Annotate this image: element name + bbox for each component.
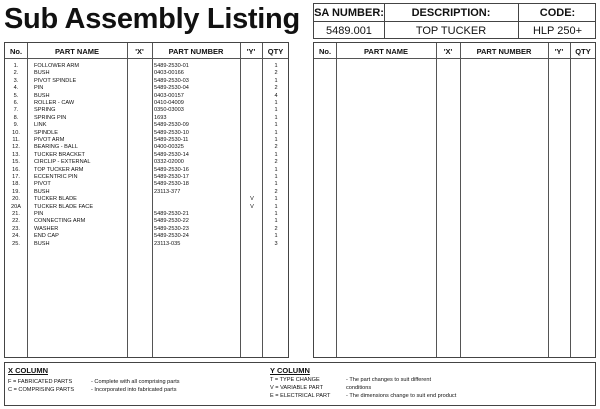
row-qty: 2 — [274, 225, 278, 232]
row-part-number: 0403-00166 — [154, 70, 184, 77]
parts-table-right — [313, 42, 596, 358]
table-row — [5, 196, 288, 203]
col-qty: QTY — [267, 47, 284, 56]
row-no: 20A — [11, 203, 21, 210]
row-qty: 1 — [274, 100, 278, 106]
table-row — [5, 189, 288, 196]
table-row — [5, 167, 288, 174]
row-qty: 1 — [274, 218, 278, 225]
table-row — [5, 70, 288, 77]
y-legend-desc: - The part changes to suit different — [346, 377, 431, 383]
row-no: 16. — [12, 166, 20, 173]
row-part-name: PIN — [34, 211, 44, 217]
row-part-number: 5489-2530-23 — [154, 225, 189, 232]
row-no: 15. — [12, 159, 20, 166]
table-row — [5, 226, 288, 233]
row-part-number: 0350-03003 — [154, 107, 184, 114]
row-no: 9. — [13, 122, 19, 129]
y-legend-desc: conditions — [346, 385, 372, 391]
row-qty: 1 — [274, 196, 278, 203]
row-part-name: CONNECTING ARM — [34, 218, 86, 225]
row-part-name: BEARING - BALL — [34, 144, 78, 151]
table-row — [5, 107, 288, 114]
table-row — [5, 78, 288, 85]
row-part-number: 0410-04009 — [154, 100, 184, 106]
x-legend-desc: - Complete with all comprising parts — [91, 379, 180, 385]
code-label: CODE: — [539, 7, 576, 19]
table-row — [5, 218, 288, 225]
x-legend-code: F = FABRICATED PARTS — [8, 379, 73, 385]
row-qty: 3 — [274, 240, 278, 247]
table-row — [5, 159, 288, 166]
row-part-name: BUSH — [34, 240, 50, 247]
col-no: No. — [9, 47, 23, 56]
table-row — [5, 93, 288, 100]
row-part-name: BUSH — [34, 188, 50, 195]
sa-number-value: 5489.001 — [326, 25, 372, 37]
row-part-number: 5489-2530-11 — [154, 137, 189, 143]
x-column-title: X COLUMN — [8, 366, 48, 375]
row-part-number: 1693 — [154, 114, 167, 121]
row-qty: 2 — [274, 144, 278, 151]
sa-number-label: SA NUMBER: — [314, 7, 384, 19]
row-qty: 1 — [274, 107, 278, 114]
row-qty: 1 — [274, 174, 278, 180]
row-qty: 2 — [274, 85, 278, 92]
row-no: 6. — [13, 100, 19, 106]
col-y: 'Y' — [246, 47, 256, 56]
x-legend-code: C = COMPRISING PARTS — [8, 387, 75, 393]
table-row — [5, 204, 288, 211]
row-no: 24. — [12, 233, 20, 240]
row-part-name: SPRING PIN — [34, 114, 67, 121]
row-part-name: PIN — [34, 85, 44, 92]
table-row — [5, 241, 288, 248]
row-part-name: PIVOT SPINDLE — [34, 77, 77, 84]
row-part-number: 0403-00157 — [154, 92, 184, 99]
table-row — [5, 85, 288, 92]
y-legend-desc: - The dimensions change to suit end product — [346, 393, 457, 399]
row-part-name: BUSH — [34, 92, 50, 99]
row-no: 2. — [13, 70, 19, 77]
parts-table-left — [4, 42, 289, 358]
row-part-number: 5489-2530-22 — [154, 218, 189, 225]
row-no: 19. — [12, 188, 20, 195]
row-part-name: ECCENTRIC PIN — [34, 174, 78, 180]
row-part-number: 5489-2530-14 — [154, 151, 189, 158]
row-qty: 1 — [274, 166, 278, 173]
y-legend-code: T = TYPE CHANGE — [270, 377, 320, 383]
row-part-number: 5489-2530-04 — [154, 85, 189, 92]
row-no: 21. — [12, 211, 20, 217]
page-title: Sub Assembly Listing — [4, 3, 300, 35]
row-no: 3. — [13, 77, 19, 84]
row-qty: 1 — [274, 233, 278, 240]
col-part-name: PART NAME — [363, 47, 409, 56]
column-legend — [4, 362, 596, 406]
row-part-name: SPRING — [34, 107, 56, 114]
row-part-name: SPINDLE — [34, 129, 58, 136]
row-no: 17. — [12, 174, 20, 180]
row-part-number: 23113-377 — [154, 188, 181, 195]
row-qty: 1 — [274, 137, 278, 143]
row-part-number: 5489-2530-21 — [154, 211, 189, 217]
row-part-number: 0400-00325 — [154, 144, 184, 151]
table-row — [5, 63, 288, 70]
table-row — [5, 122, 288, 129]
row-qty: 4 — [274, 92, 278, 99]
row-qty: 2 — [274, 188, 278, 195]
row-qty: 1 — [274, 63, 278, 69]
row-no: 20. — [12, 196, 20, 203]
col-part-name: PART NAME — [54, 47, 100, 56]
row-no: 1. — [13, 63, 19, 69]
row-qty: 1 — [274, 122, 278, 129]
row-part-number: 5489-2530-03 — [154, 77, 189, 84]
table-row — [5, 152, 288, 159]
header-info-box — [313, 3, 596, 39]
row-no: 25. — [12, 240, 20, 247]
row-qty: 2 — [274, 159, 278, 166]
row-part-number: 23113-035 — [154, 240, 181, 247]
row-no: 8. — [13, 114, 19, 121]
row-part-name: TUCKER BLADE FACE — [34, 203, 94, 210]
col-x: 'X' — [443, 47, 453, 56]
table-row — [5, 115, 288, 122]
row-no: 5. — [13, 92, 19, 99]
row-part-number: 5489-2530-01 — [154, 63, 189, 69]
row-part-name: PIVOT — [34, 181, 51, 188]
table-row — [5, 174, 288, 181]
row-part-number: 5489-2530-10 — [154, 129, 189, 136]
row-no: 12. — [12, 144, 20, 151]
col-part-number: PART NUMBER — [168, 47, 224, 56]
y-column-title: Y COLUMN — [270, 366, 310, 375]
row-part-number: 5489-2530-24 — [154, 233, 189, 240]
x-legend-desc: - Incorporated into fabricated parts — [91, 387, 177, 393]
table-row — [5, 181, 288, 188]
row-y: V — [250, 196, 254, 203]
row-part-number: 5489-2530-18 — [154, 181, 189, 188]
row-qty: 1 — [274, 129, 278, 136]
row-part-name: CIRCLIP - EXTERNAL — [34, 159, 91, 166]
row-no: 4. — [13, 85, 19, 92]
table-row — [5, 130, 288, 137]
row-part-number: 0332-02000 — [154, 159, 184, 166]
row-qty: 1 — [274, 77, 278, 84]
row-qty: 1 — [274, 181, 278, 188]
code-value: HLP 250+ — [532, 25, 583, 37]
table-row — [5, 100, 288, 107]
col-qty: QTY — [575, 47, 591, 56]
row-part-number: 5489-2530-16 — [154, 166, 189, 173]
row-qty: 1 — [274, 203, 278, 210]
table-row — [5, 211, 288, 218]
col-x: 'X' — [135, 47, 144, 56]
description-label: DESCRIPTION: — [411, 7, 491, 19]
row-part-name: TUCKER BLADE — [34, 196, 77, 203]
row-no: 18. — [12, 181, 20, 188]
row-part-number: 5489-2530-17 — [154, 174, 189, 180]
row-qty: 1 — [274, 114, 278, 121]
row-qty: 2 — [274, 70, 278, 77]
table-row — [5, 144, 288, 151]
table-row — [5, 233, 288, 240]
row-part-name: WASHER — [34, 225, 59, 232]
row-no: 11. — [12, 137, 20, 143]
row-part-number: 5489-2530-09 — [154, 122, 189, 129]
row-no: 7. — [13, 107, 19, 114]
row-part-name: TOP TUCKER ARM — [34, 166, 84, 173]
row-part-name: END CAP — [34, 233, 59, 240]
row-part-name: BUSH — [34, 70, 50, 77]
col-y: 'Y' — [554, 47, 564, 56]
row-part-name: PIVOT ARM — [34, 137, 65, 143]
row-part-name: FOLLOWER ARM — [34, 63, 80, 69]
row-no: 22. — [12, 218, 20, 225]
row-no: 13. — [12, 151, 20, 158]
y-legend-code: E = ELECTRICAL PART — [270, 393, 331, 399]
row-part-name: TUCKER BRACKET — [34, 151, 85, 158]
row-no: 10. — [12, 129, 20, 136]
row-part-name: LINK — [34, 122, 47, 129]
col-no: No. — [318, 47, 332, 56]
y-legend-code: V = VARIABLE PART — [270, 385, 324, 391]
row-y: V — [250, 203, 254, 210]
description-value: TOP TUCKER — [415, 25, 487, 37]
row-qty: 1 — [274, 211, 278, 217]
row-no: 23. — [12, 225, 20, 232]
row-part-name: ROLLER - CAW — [34, 100, 75, 106]
col-part-number: PART NUMBER — [476, 47, 532, 56]
row-qty: 1 — [274, 151, 278, 158]
table-row — [5, 137, 288, 144]
